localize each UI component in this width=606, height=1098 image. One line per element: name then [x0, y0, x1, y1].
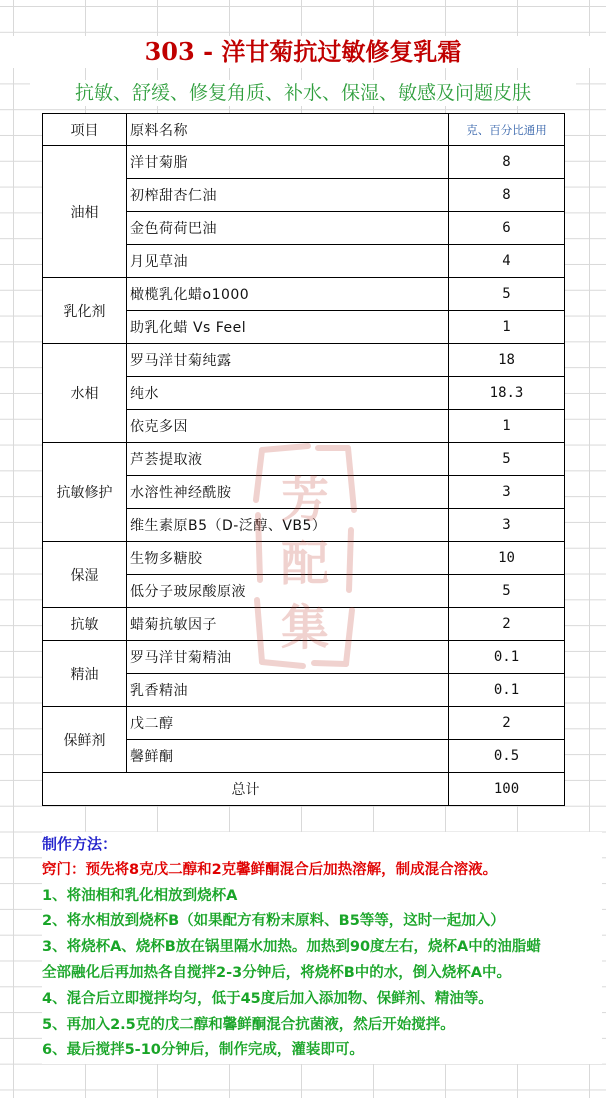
category-cell: 油相: [43, 146, 127, 278]
ingredient-amount: 8: [449, 179, 565, 212]
category-cell: 水相: [43, 344, 127, 443]
ingredient-name: 纯水: [127, 377, 449, 410]
ingredient-amount: 18: [449, 344, 565, 377]
ingredient-amount: 5: [449, 575, 565, 608]
category-cell: 精油: [43, 641, 127, 707]
ingredient-name: 依克多因: [127, 410, 449, 443]
ingredient-amount: 0.1: [449, 674, 565, 707]
category-cell: 抗敏: [43, 608, 127, 641]
category-cell: 保鲜剂: [43, 707, 127, 773]
ingredient-name: 金色荷荷巴油: [127, 212, 449, 245]
ingredient-amount: 4: [449, 245, 565, 278]
ingredient-name: 橄榄乳化蜡o1000: [127, 278, 449, 311]
table-row: [43, 146, 565, 179]
ingredient-amount: 0.5: [449, 740, 565, 773]
recipe-table: [42, 113, 565, 806]
recipe-subtitle: 抗敏、舒缓、修复角质、补水、保湿、敏感及问题皮肤: [30, 80, 576, 106]
ingredient-name: 戊二醇: [127, 707, 449, 740]
ingredient-name: 维生素原B5（D-泛醇、VB5）: [127, 509, 449, 542]
table-header-row: [43, 114, 565, 146]
ingredient-name: 罗马洋甘菊纯露: [127, 344, 449, 377]
ingredient-amount: 3: [449, 476, 565, 509]
header-category: 项目: [43, 114, 127, 146]
ingredient-name: 水溶性神经酰胺: [127, 476, 449, 509]
method-step: 4、混合后立即搅拌均匀，低于45度后加入添加物、保鲜剂、精油等。: [42, 987, 602, 1013]
header-unit: 克、百分比通用: [449, 114, 565, 146]
table-row: [43, 278, 565, 311]
method-step: 3、将烧杯A、烧杯B放在锅里隔水加热。加热到90度左右，烧杯A中的油脂蜡: [42, 935, 602, 961]
ingredient-amount: 1: [449, 410, 565, 443]
ingredient-amount: 3: [449, 509, 565, 542]
method-steps: [42, 884, 602, 1065]
ingredient-amount: 0.1: [449, 641, 565, 674]
ingredient-name: 芦荟提取液: [127, 443, 449, 476]
total-label: 总计: [43, 773, 449, 806]
ingredient-name: 洋甘菊脂: [127, 146, 449, 179]
method-step: 1、将油相和乳化相放到烧杯A: [42, 884, 602, 910]
table-row: [43, 641, 565, 674]
ingredient-amount: 1: [449, 311, 565, 344]
total-value: 100: [449, 773, 565, 806]
ingredient-name: 低分子玻尿酸原液: [127, 575, 449, 608]
table-row: [43, 707, 565, 740]
table-row: [43, 608, 565, 641]
ingredient-amount: 8: [449, 146, 565, 179]
ingredient-amount: 5: [449, 278, 565, 311]
ingredient-name: 馨鲜酮: [127, 740, 449, 773]
ingredient-name: 月见草油: [127, 245, 449, 278]
method-section: [42, 832, 602, 1064]
method-step: 5、再加入2.5克的戊二醇和馨鲜酮混合抗菌液，然后开始搅拌。: [42, 1013, 602, 1039]
table-row: [43, 344, 565, 377]
ingredient-name: 初榨甜杏仁油: [127, 179, 449, 212]
ingredient-amount: 2: [449, 608, 565, 641]
table-row: [43, 542, 565, 575]
method-heading: 制作方法：: [42, 832, 602, 858]
table-row: [43, 443, 565, 476]
ingredient-name: 蜡菊抗敏因子: [127, 608, 449, 641]
ingredient-amount: 6: [449, 212, 565, 245]
category-cell: 乳化剂: [43, 278, 127, 344]
ingredient-amount: 2: [449, 707, 565, 740]
category-cell: 保湿: [43, 542, 127, 608]
ingredient-name: 乳香精油: [127, 674, 449, 707]
ingredient-amount: 5: [449, 443, 565, 476]
method-step: 2、将水相放到烧杯B（如果配方有粉末原料、B5等等，这时一起加入）: [42, 909, 602, 935]
method-step: 6、最后搅拌5-10分钟后，制作完成，灌装即可。: [42, 1038, 602, 1064]
header-name: 原料名称: [127, 114, 449, 146]
total-row: [43, 773, 565, 806]
ingredient-amount: 10: [449, 542, 565, 575]
method-step: 全部融化后再加热各自搅拌2-3分钟后，将烧杯B中的水，倒入烧杯A中。: [42, 961, 602, 987]
ingredient-name: 生物多糖胶: [127, 542, 449, 575]
category-cell: 抗敏修护: [43, 443, 127, 542]
ingredient-name: 助乳化蜡 Vs Feel: [127, 311, 449, 344]
recipe-title: 303 - 洋甘菊抗过敏修复乳霜: [0, 36, 606, 68]
svg-text:芳配集: 芳配集: [280, 472, 330, 656]
ingredient-amount: 18.3: [449, 377, 565, 410]
ingredient-name: 罗马洋甘菊精油: [127, 641, 449, 674]
method-tip: 窍门：预先将8克戊二醇和2克馨鲜酮混合后加热溶解，制成混合溶液。: [42, 858, 602, 884]
